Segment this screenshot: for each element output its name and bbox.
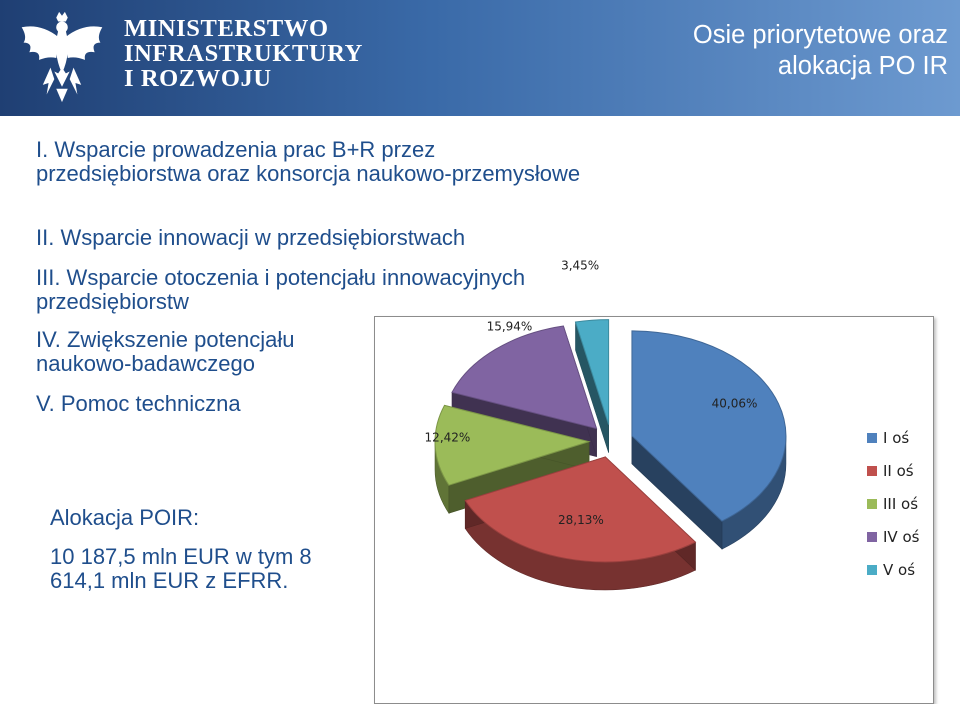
legend-entry: III oś	[883, 495, 919, 513]
white-eagle-emblem-icon	[14, 8, 110, 108]
legend-swatch	[867, 433, 877, 443]
allocation-title: Alokacja POIR:	[50, 505, 200, 530]
legend-swatch	[867, 532, 877, 542]
ministry-name-line: I ROZWOJU	[124, 65, 272, 92]
data-label: 15,94%	[486, 319, 533, 334]
data-label: 12,42%	[424, 430, 471, 445]
data-label: 40,06%	[711, 396, 758, 411]
ministry-name	[124, 16, 363, 91]
pie-chart-frame	[374, 258, 934, 704]
legend-swatch	[867, 565, 877, 575]
slide-title-line: Osie priorytetowe oraz	[692, 21, 948, 49]
priority-axis-1: I. Wsparcie prowadzenia prac B+R przez przedsiębiorstwa oraz konsorcja naukowo-przemysłowe	[36, 137, 581, 186]
header-banner	[0, 0, 960, 116]
legend-entry: II oś	[883, 462, 914, 480]
ministry-name-line: INFRASTRUKTURY	[124, 40, 363, 67]
data-label: 3,45%	[561, 258, 600, 273]
slide-title-line: alokacja PO IR	[777, 52, 948, 80]
priority-axis-4: IV. Zwiększenie potencjału naukowo-badawczego	[36, 327, 295, 376]
slide-title	[693, 20, 948, 82]
legend-swatch	[867, 499, 877, 509]
priority-axis-3: III. Wsparcie otoczenia i potencjału innowacyjnych przedsiębiorstw	[36, 265, 526, 314]
ministry-name-line: MINISTERSTWO	[124, 15, 329, 42]
legend-entry: IV oś	[883, 528, 920, 546]
pie-chart	[375, 258, 933, 703]
legend-swatch	[867, 466, 877, 476]
allocation-amount: 10 187,5 mln EUR w tym 8 614,1 mln EUR z EFRR.	[50, 544, 312, 593]
legend-entry: I oś	[883, 429, 910, 447]
data-label: 28,13%	[558, 512, 604, 527]
priority-axis-5: V. Pomoc techniczna	[36, 391, 241, 416]
legend-entry: V oś	[883, 561, 916, 579]
priority-axis-2: II. Wsparcie innowacji w przedsiębiorstwach	[36, 225, 466, 250]
